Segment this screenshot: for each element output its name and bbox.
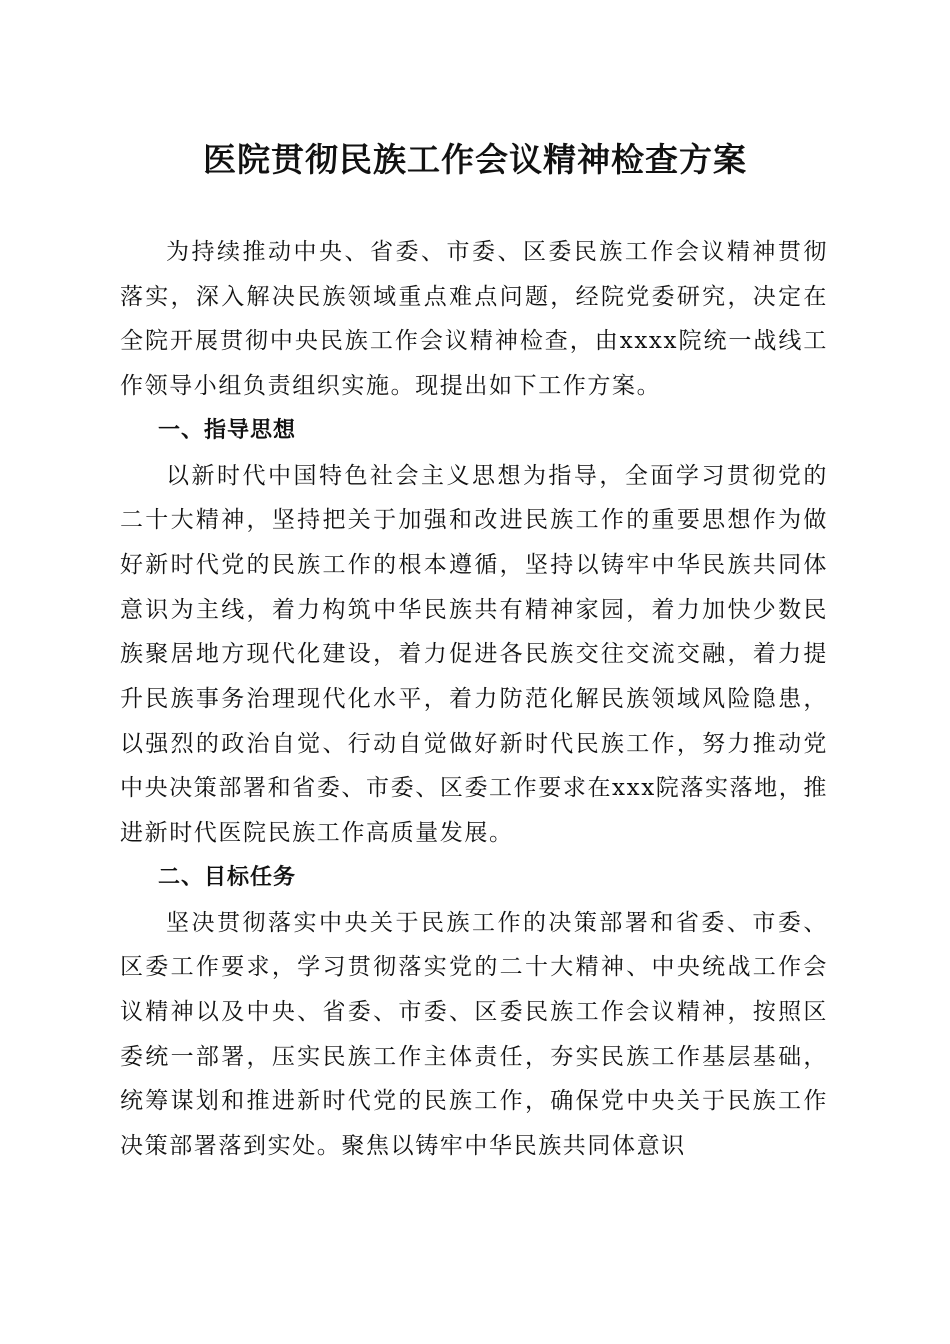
section-paragraph-objectives: 坚决贯彻落实中央关于民族工作的决策部署和省委、市委、区委工作要求，学习贯彻落实党的二十大精神、中央统战工作会议精神以及中央、省委、市委、区委民族工作会议精神，按照区委统一部署，压实民族工作主体责任，夯实民族工作基层基础，统筹谋划和推进新时代党的民族工作，确保党中央关于民族工作决策部署落到实处。聚焦以铸牢中华民族共同体意识 (120, 909, 828, 1160)
section-heading-objectives: 二、目标任务 (158, 864, 297, 890)
intro-paragraph: 为持续推动中央、省委、市委、区委民族工作会议精神贯彻落实，深入解决民族领域重点难点问题，经院党委研究，决定在全院开展贯彻中央民族工作会议精神检查，由xxxx院统一战线工作领导小组负责组织实施。现提出如下工作方案。 (120, 239, 828, 400)
section-heading-guiding-thought: 一、指导思想 (158, 417, 297, 443)
document-body (120, 230, 828, 1169)
document-title: 医院贯彻民族工作会议精神检查方案 (203, 140, 747, 179)
section-paragraph-guiding-thought: 以新时代中国特色社会主义思想为指导，全面学习贯彻党的二十大精神，坚持把关于加强和改进民族工作的重要思想作为做好新时代党的民族工作的根本遵循，坚持以铸牢中华民族共同体意识为主线，着力构筑中华民族共有精神家园，着力加快少数民族聚居地方现代化建设，着力促进各民族交往交流交融，着力提升民族事务治理现代化水平，着力防范化解民族领域风险隐患，以强烈的政治自觉、行动自觉做好新时代民族工作，努力推动党中央决策部署和省委、市委、区委工作要求在xxx院落实落地，推进新时代医院民族工作高质量发展。 (120, 462, 828, 847)
